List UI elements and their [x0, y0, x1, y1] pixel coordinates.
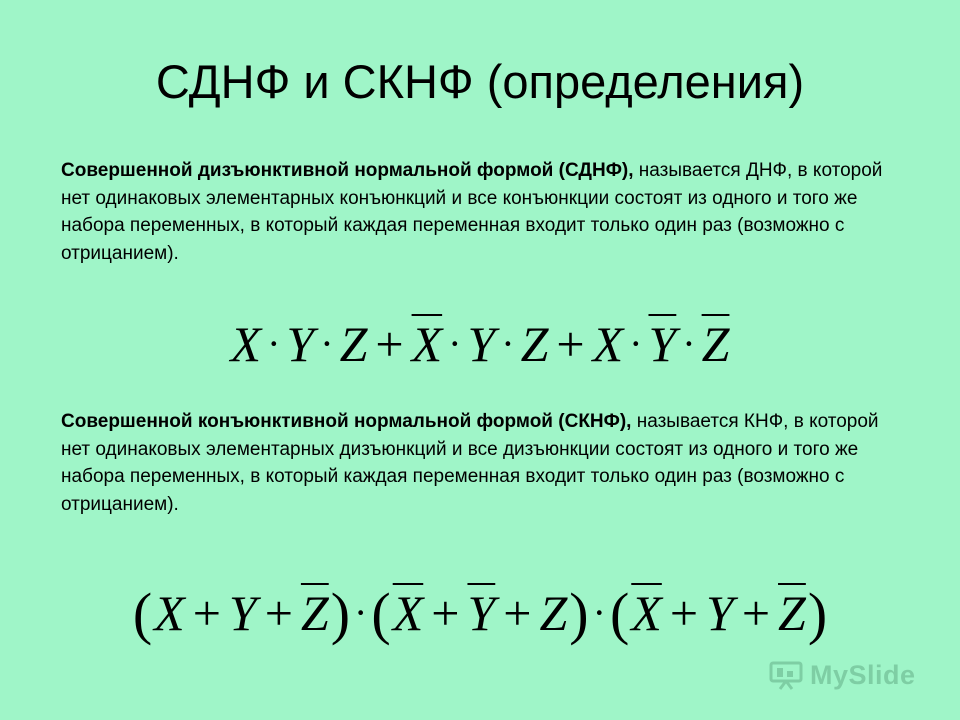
formula-dot: ·: [682, 321, 696, 366]
formula-plus: +: [192, 585, 221, 641]
formula-negated-var: $\overline{Y}$: [467, 585, 496, 641]
presentation-board-icon: [768, 659, 804, 691]
formula-var: Z: [539, 585, 568, 641]
formula-dot: ·: [320, 321, 334, 366]
formula-var: Z: [339, 316, 368, 372]
sknf-formula: [0, 583, 960, 644]
formula-var: Y: [228, 585, 257, 641]
formula-dot: ·: [629, 321, 643, 366]
formula-var: X: [230, 316, 262, 372]
formula-plus: +: [431, 585, 460, 641]
formula-var: Y: [467, 316, 496, 372]
formula-var: Y: [706, 585, 734, 641]
formula-rparen: ): [330, 581, 351, 646]
formula-plus: +: [741, 585, 771, 641]
slide-title: СДНФ и СКНФ (определения): [155, 55, 805, 108]
watermark-text: MySlide: [810, 659, 916, 690]
formula-plus: +: [375, 316, 404, 372]
formula-plus: +: [503, 585, 532, 641]
sknf-definition: [61, 408, 901, 518]
formula-dot: ·: [501, 321, 515, 366]
formula-lparen: (: [132, 581, 153, 646]
formula-rparen: ): [569, 581, 589, 646]
sdnf-formula: [0, 314, 960, 374]
formula-negated-var: $\overline{Z}$: [300, 585, 329, 641]
formula-plus: +: [264, 585, 293, 641]
formula-negated-var: $\overline{Z}$: [778, 585, 806, 641]
formula-dot: ·: [354, 590, 368, 635]
sdnf-definition-body: называется ДНФ, в которой нет одинаковых элементарных конъюнкций и все конъюнкции состоят из одного и того же набора переменных, в который каждая переменная входит только один раз (возможно с отрицанием).: [61, 160, 883, 264]
formula-negated-var: $\overline{X}$: [631, 585, 662, 641]
formula-plus: +: [669, 585, 699, 641]
formula-var: X: [592, 316, 624, 372]
formula-lparen: (: [371, 581, 391, 646]
sknf-definition-body: называется КНФ, в которой нет одинаковых элементарных дизъюнкций и все дизъюнкции состоят из одного и того же набора переменных, в который каждая переменная входит только один раз (возможно с отрицанием).: [61, 411, 879, 515]
formula-dot: ·: [448, 321, 462, 366]
formula-negated-var: $\overline{X}$: [411, 316, 443, 372]
sdnf-definition: [61, 157, 901, 267]
formula-var: Y: [286, 316, 315, 372]
formula-negated-var: $\overline{Z}$: [701, 316, 730, 372]
formula-dot: ·: [592, 590, 606, 635]
formula-dot: ·: [267, 321, 281, 366]
formula-var: Z: [520, 316, 549, 372]
sknf-term: Совершенной конъюнктивной нормальной формой (СКНФ),: [61, 411, 632, 432]
formula-lparen: (: [609, 581, 630, 646]
formula-plus: +: [556, 316, 585, 372]
sdnf-term: Совершенной дизъюнктивной нормальной формой (СДНФ),: [61, 160, 634, 181]
formula-rparen: ): [807, 581, 828, 646]
formula-negated-var: $\overline{X}$: [392, 585, 424, 641]
myslide-watermark: [768, 657, 916, 693]
formula-var: X: [154, 585, 185, 641]
formula-negated-var: $\overline{Y}$: [648, 316, 677, 372]
